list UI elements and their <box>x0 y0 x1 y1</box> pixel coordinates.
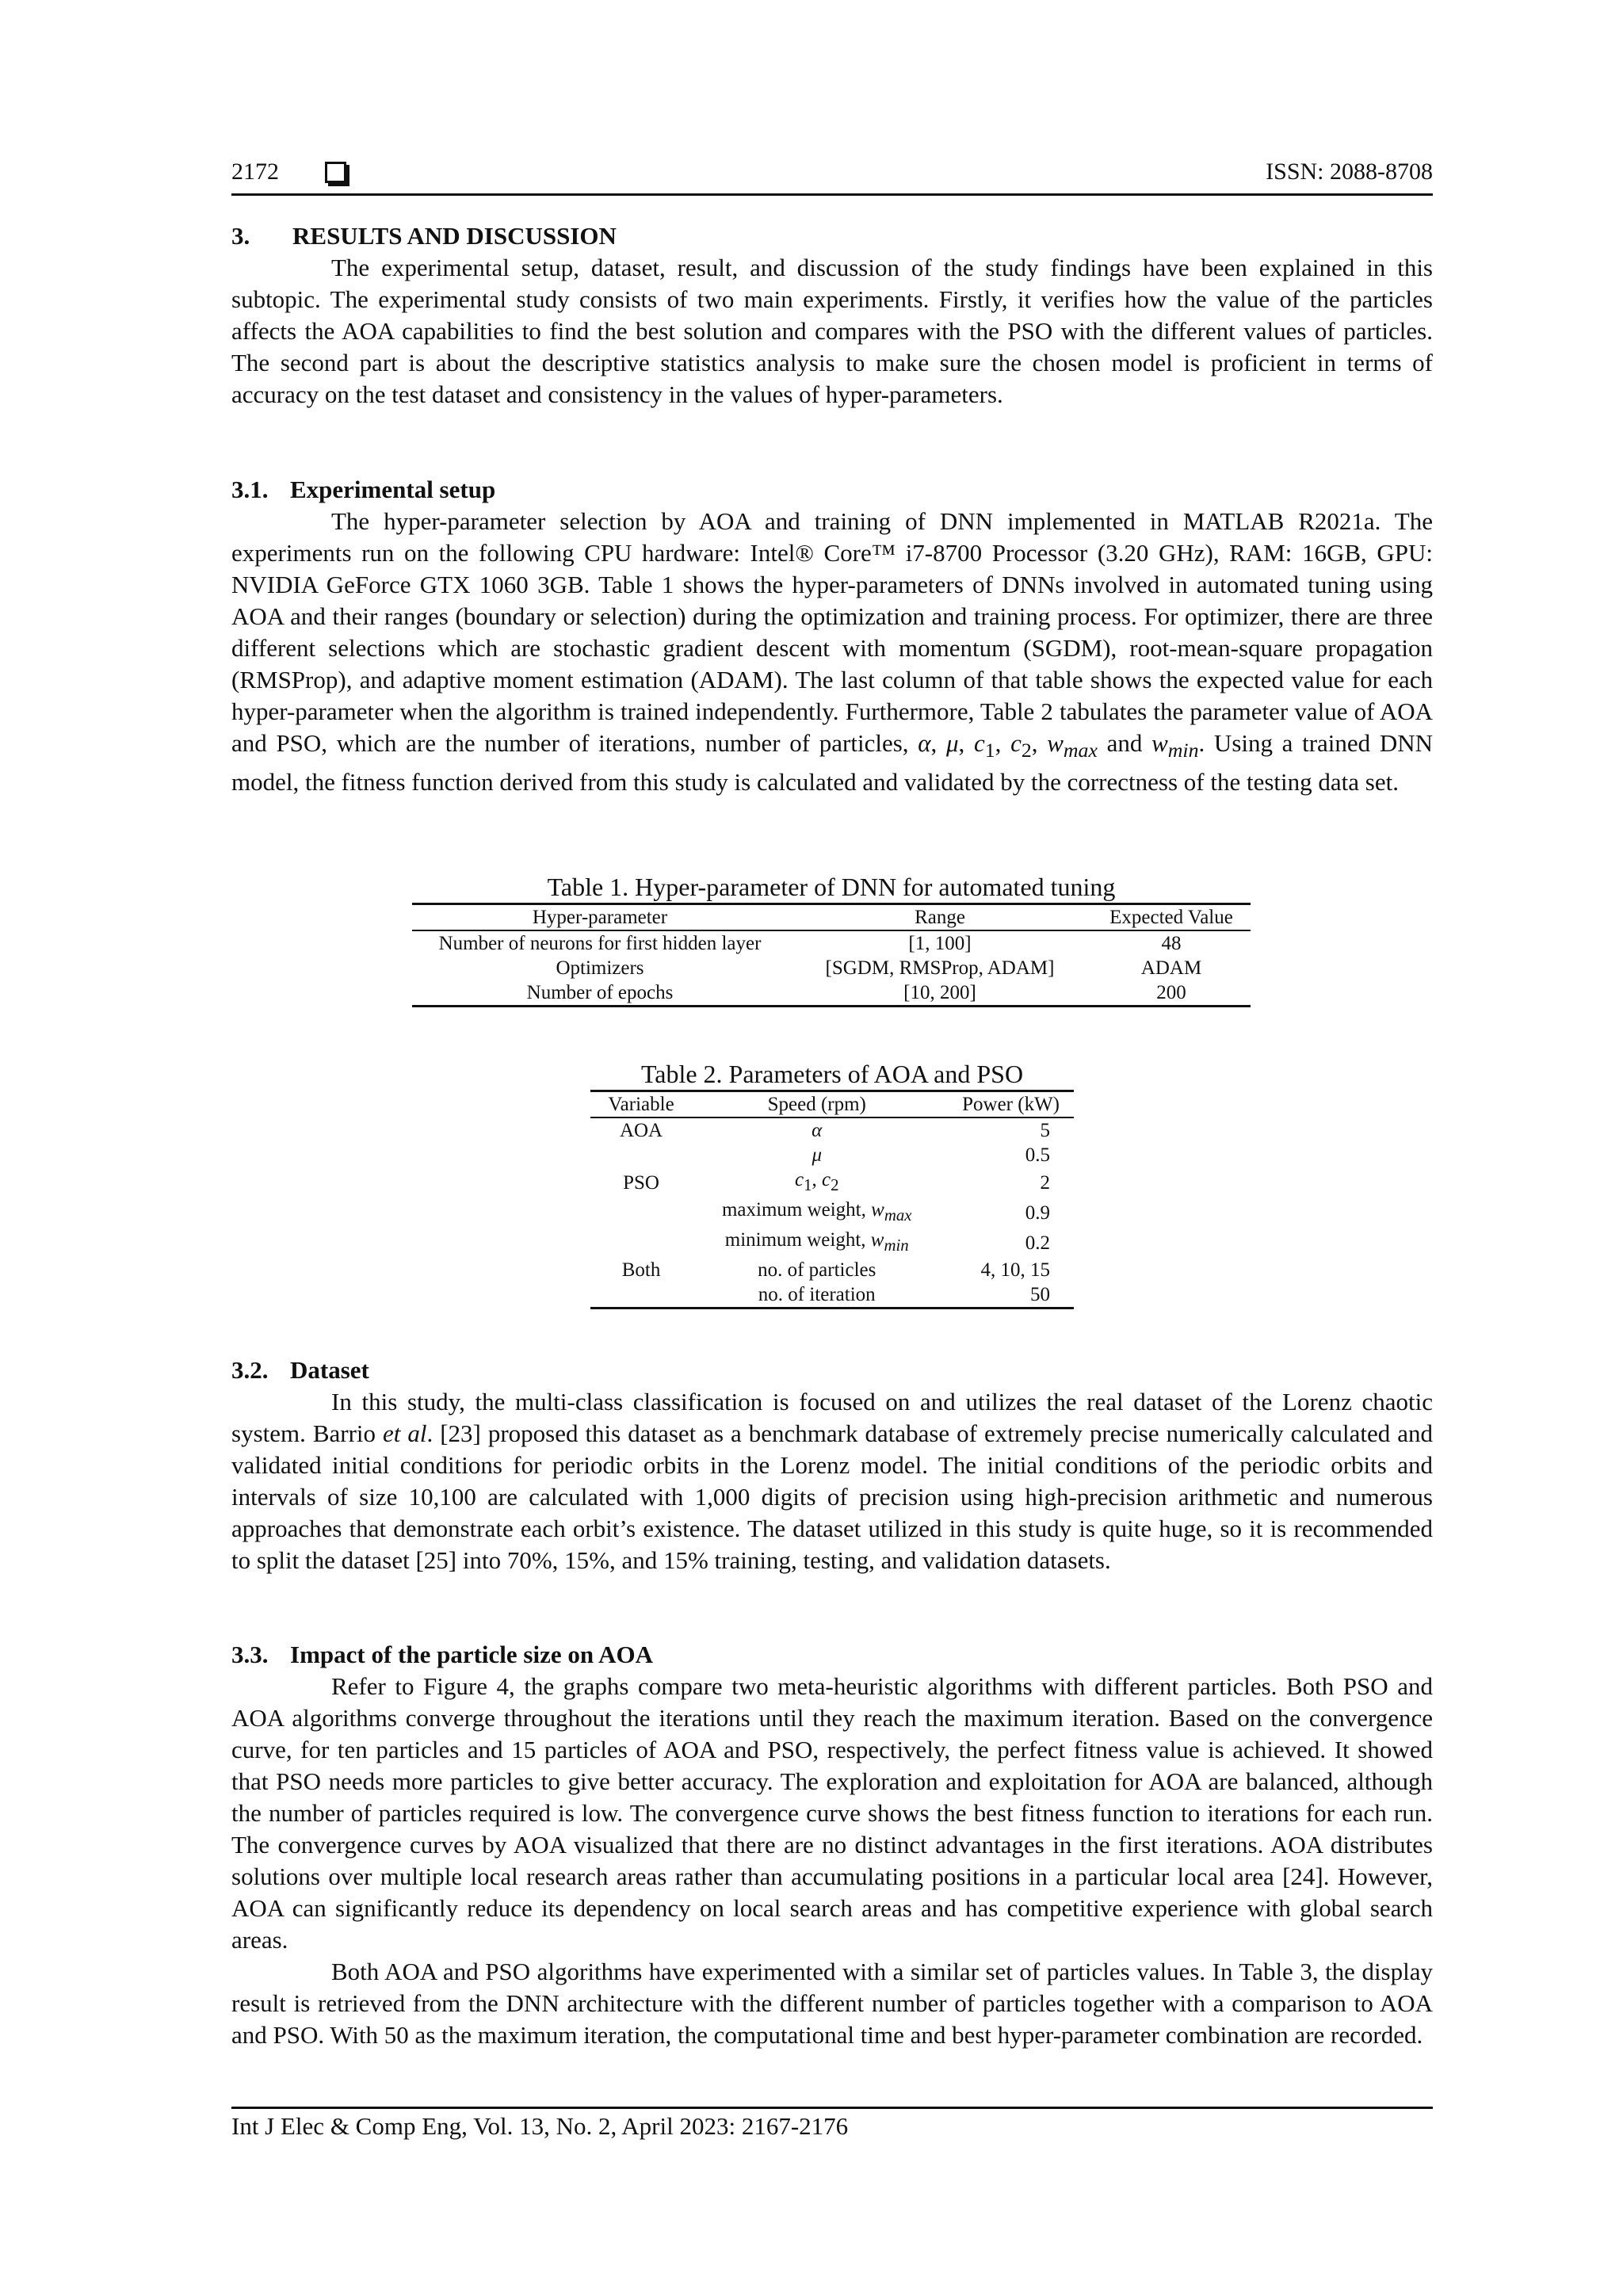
table-1-header-cell: Range <box>788 904 1092 931</box>
table-cell <box>590 1143 692 1167</box>
table-cell: 4, 10, 15 <box>980 1259 1050 1281</box>
table-row <box>412 930 1251 956</box>
table-1-title: Table 1. Hyper-parameter of DNN for automated tuning <box>547 873 1116 901</box>
table-cell: 5 <box>1040 1120 1050 1141</box>
symbol-c2: c <box>1010 729 1022 757</box>
table-cell <box>590 1228 692 1258</box>
table-cell: maximum weight, $w_{max}$ <box>721 1199 912 1224</box>
table-cell: [10, 200] <box>788 980 1092 1007</box>
table-row <box>590 1258 1074 1282</box>
section-3-intro: The experimental setup, dataset, result, and discussion of the study findings have been explained in this subtopic. The experimental study consists of two main experiments. Firstly, it verifies how the value of the particles affects the AOA capabilities to find the best solution and compares with the PSO with the different values of particles. The second part is about the descriptive statistics analysis to make sure the chosen model is proficient in terms of accuracy on the test dataset and consistency in the values of hyper-parameters. <box>231 254 1433 408</box>
table-row <box>590 1198 1074 1228</box>
table-cell: 50 <box>941 1282 1074 1308</box>
table-2-header-row <box>590 1091 1074 1118</box>
table-cell: α <box>812 1120 823 1141</box>
table-cell: minimum weight, $w_{min}$ <box>724 1229 909 1255</box>
et-al: et al <box>383 1419 427 1447</box>
journal-citation: Int J Elec & Comp Eng, Vol. 13, No. 2, April 2023: 2167-2176 <box>231 2112 849 2140</box>
table-cell: [SGDM, RMSProp, ADAM] <box>825 957 1055 979</box>
table-2-title: Table 2. Parameters of AOA and PSO <box>640 1060 1024 1088</box>
table-1-header-cell: Hyper-parameter <box>412 904 788 931</box>
table-cell: Both <box>621 1259 661 1281</box>
subsection-3-2-heading <box>231 1354 369 1386</box>
table-cell: 2 <box>1040 1171 1050 1194</box>
section-title: RESULTS AND DISCUSSION <box>292 222 617 250</box>
para-text: The hyper-parameter selection by AOA and training of DNN implemented in MATLAB R2021a. The experiments run on the following CPU hardware: Intel® Core™ i7-8700 Processor (3.20 GHz), RAM: 16GB, GPU: NVIDIA GeForce GTX 1060 3GB. Table 1 shows the hyper-parameters of DNNs involved in automated tuning using AOA and their ranges (boundary or selection) during the optimization and training process. For optimizer, there are three different selections which are stochastic gradient descent with momentum (SGDM), root-mean-square propagation (RMSProp), and adaptive moment estimation (ADAM). The last column of that table shows the expected value for each hyper-parameter when the algorithm is trained independently. Furthermore, Table 2 tabulates the parameter value of AOA and PSO, which are the number of iterations, number of particles, <box>231 507 1433 757</box>
table-cell: [1, 100] <box>908 933 972 954</box>
particle-size-paragraph-1: Refer to Figure 4, the graphs compare two meta-heuristic algorithms with different particles. Both PSO and AOA algorithms converge throughout the iterations until they reach the maximum iteration. Based on the convergence curve, for ten particles and 15 particles of AOA and PSO, respectively, the perfect fitness value is achieved. It showed that PSO needs more particles to give better accuracy. The exploration and exploitation for AOA are balanced, although the number of particles required is low. The convergence curve shows the best fitness function to iterations for each run. The convergence curves by AOA visualized that there are no distinct advantages in the first iterations. AOA distributes solutions over multiple local research areas rather than accumulating positions in a particular local area [24]. However, AOA can significantly reduce its dependency on local search areas and has competitive experience with global search areas. <box>231 1672 1433 1954</box>
symbol-c1: c <box>973 729 985 757</box>
experimental-setup-paragraph: The hyper-parameter selection by AOA and training of DNN implemented in MATLAB R2021a. The experiments run on the following CPU hardware: Intel® Core™ i7-8700 Processor (3.20 GHz), RAM: 16GB, GPU: NVIDIA GeForce GTX 1060 3GB. Table 1 shows the hyper-parameters of DNNs involved in automated tuning using AOA and their ranges (boundary or selection) during the optimization and training process. For optimizer, there are three different selections which are stochastic gradient descent with momentum (SGDM), root-mean-square propagation (RMSProp), and adaptive moment estimation (ADAM). The last column of that table shows the expected value for each hyper-parameter when the algorithm is trained independently. Furthermore, Table 2 tabulates the parameter value of AOA and PSO, which are the number of iterations, number of particles, α, μ, $c_1$, $c_2$, $w_{max}$ and $w_{min}$. Using a trained DNN model, the fitness function derived from this study is calculated and validated by the correctness of the testing data set. <box>231 507 1434 797</box>
table-cell: no. of iteration <box>692 1282 941 1308</box>
symbol-wmax: w <box>1047 729 1064 757</box>
table-2-header-cell: Power (kW) <box>941 1091 1074 1118</box>
table-cell: no. of particles <box>758 1259 876 1281</box>
subsection-title: Impact of the particle size on AOA <box>290 1641 654 1668</box>
subsection-number: 3.2. <box>231 1356 269 1384</box>
table-row <box>590 1167 1074 1198</box>
particle-size-paragraph-2: Both AOA and PSO algorithms have experimented with a similar set of particles values. In Table 3, the display result is retrieved from the DNN architecture with the different number of particles together with a comparison to AOA and PSO. With 50 as the maximum iteration, the computational time and best hyper-parameter combination are recorded. <box>231 1958 1433 2049</box>
table-row <box>412 956 1251 980</box>
section-number: 3. <box>231 222 250 250</box>
table-row <box>590 1282 1074 1308</box>
table-1-header-row <box>412 904 1251 931</box>
square-bullet-icon <box>325 162 346 183</box>
table-cell: 0.2 <box>1025 1232 1050 1254</box>
symbol-mu: μ <box>945 729 959 757</box>
table-cell: 48 <box>1161 933 1182 954</box>
table-cell: Optimizers <box>556 957 644 979</box>
page-number: 2172 <box>231 159 279 185</box>
section-3-heading <box>231 220 617 252</box>
issn: ISSN: 2088-8708 <box>1266 159 1433 185</box>
table-row <box>590 1117 1074 1143</box>
table-row <box>590 1228 1074 1258</box>
table-1 <box>412 903 1251 1007</box>
table-cell: 200 <box>1092 980 1251 1007</box>
symbol-wmin: w <box>1151 729 1168 757</box>
table-cell: Number of neurons for first hidden layer <box>438 933 762 954</box>
symbol-alpha: α <box>918 729 931 757</box>
table-cell: 0.5 <box>1025 1144 1050 1166</box>
table-2 <box>590 1090 1074 1309</box>
table-cell: AOA <box>619 1120 663 1141</box>
table-row <box>590 1143 1074 1167</box>
table-cell <box>590 1282 692 1308</box>
page-header <box>231 157 1433 196</box>
subsection-title: Dataset <box>290 1356 369 1384</box>
table-row <box>412 980 1251 1007</box>
subsection-3-1-heading <box>231 474 495 506</box>
table-2-header-cell: Variable <box>590 1091 692 1118</box>
table-cell: μ <box>812 1144 823 1166</box>
table-cell <box>590 1198 692 1228</box>
table-1-header-cell: Expected Value <box>1092 904 1251 931</box>
subsection-3-3-heading <box>231 1639 653 1671</box>
table-cell: 0.9 <box>1025 1201 1050 1224</box>
table-cell: ADAM <box>1140 957 1202 979</box>
table-2-header-cell: Speed (rpm) <box>692 1091 941 1118</box>
subsection-number: 3.3. <box>231 1641 269 1668</box>
subsection-title: Experimental setup <box>290 476 496 503</box>
subsection-number: 3.1. <box>231 476 269 503</box>
table-cell: $c_1$, $c_2$ <box>794 1169 839 1194</box>
table-cell: PSO <box>623 1171 659 1194</box>
table-cell: Number of epochs <box>412 980 788 1007</box>
dataset-paragraph: In this study, the multi-class classification is focused on and utilizes the real dataset of the Lorenz chaotic system. Barrio et al. [23] proposed this dataset as a benchmark database of extremely precise numerically calculated and validated initial conditions for periodic orbits in the Lorenz model. The initial conditions of the periodic orbits and intervals of size 10,100 are calculated with 1,000 digits of precision using high-precision arithmetic and numerous approaches that demonstrate each orbit’s existence. The dataset utilized in this study is quite huge, so it is recommended to split the dataset [25] into 70%, 15%, and 15% training, testing, and validation datasets. <box>231 1388 1433 1574</box>
page-footer <box>231 2107 1433 2141</box>
